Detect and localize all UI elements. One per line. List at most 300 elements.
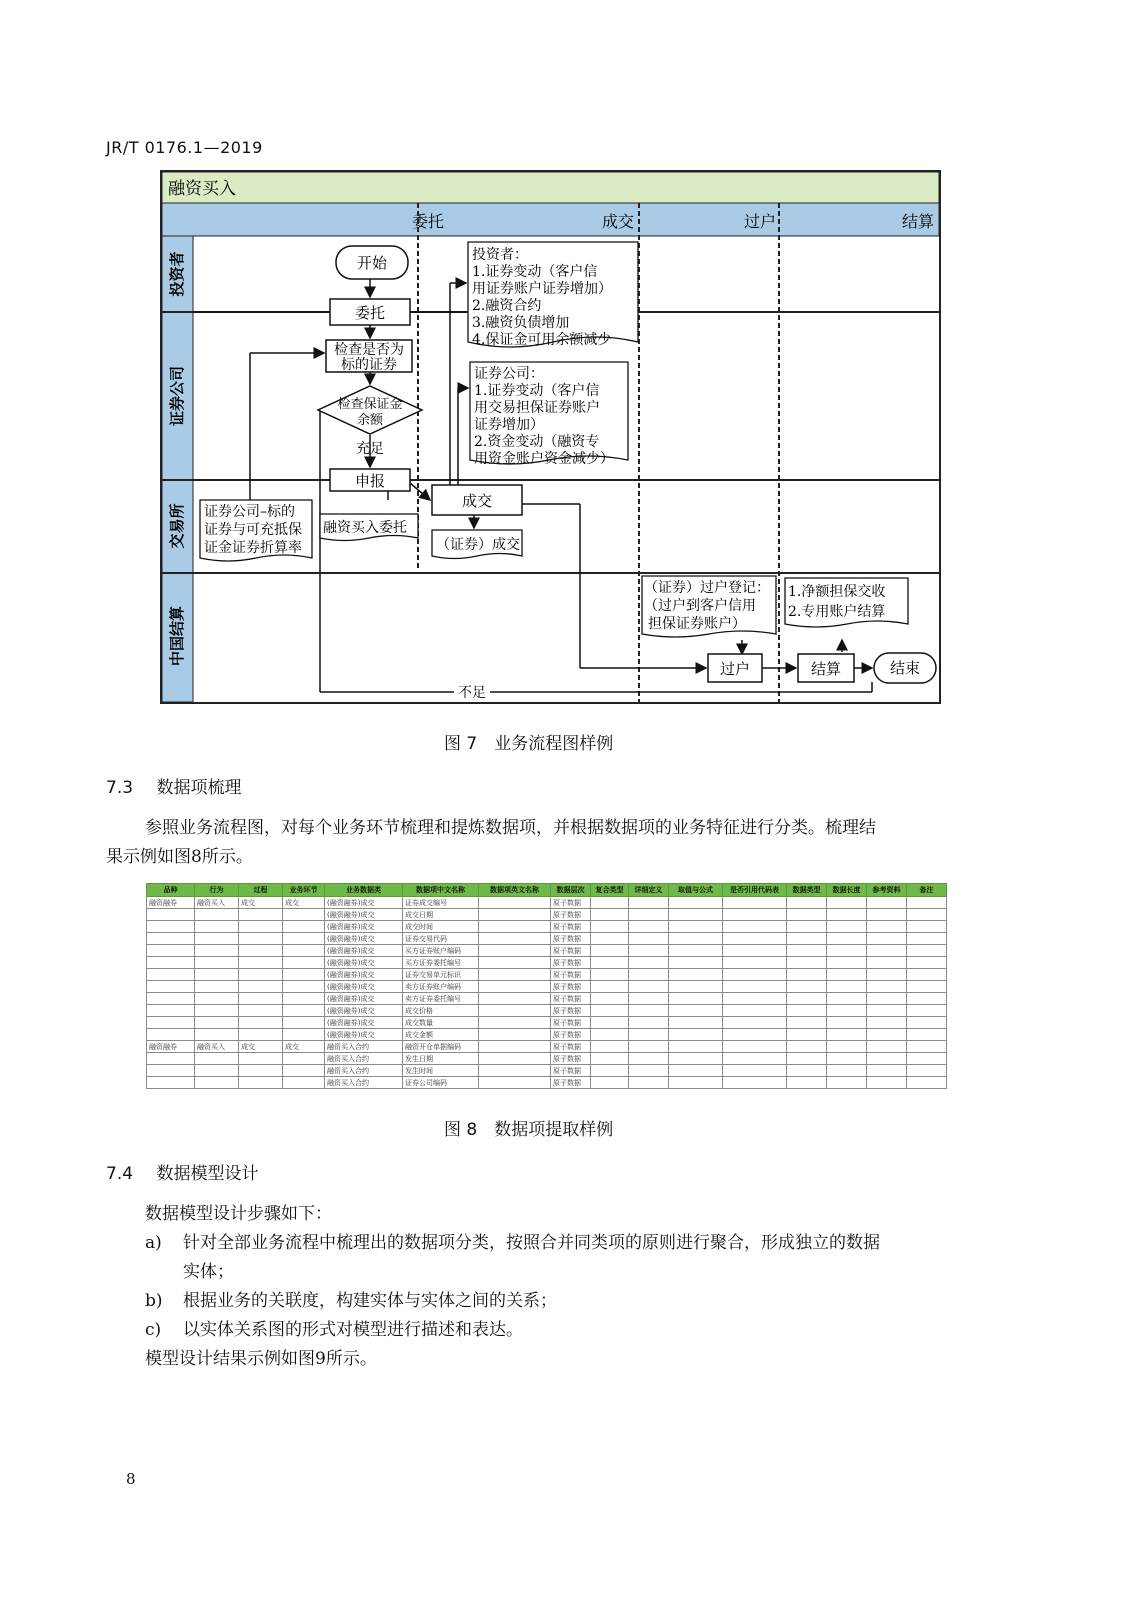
table-cell [479, 981, 551, 993]
table-cell [591, 1065, 629, 1077]
node-entrust: 委托 [354, 304, 386, 322]
table-cell: 成交 [239, 1041, 283, 1053]
table-cell [827, 909, 867, 921]
table-cell [787, 993, 827, 1005]
table-cell [867, 969, 907, 981]
table-cell [669, 1005, 723, 1017]
table-header-cell: 参考资料 [867, 884, 907, 897]
table-cell: 买方证券账户编码 [403, 945, 479, 957]
title-bar [162, 172, 939, 203]
table-cell [723, 1065, 787, 1077]
table-cell [669, 993, 723, 1005]
flow-title: 融资买入 [168, 179, 236, 199]
section-title: 数据模型设计 [156, 1164, 259, 1184]
table-cell [723, 933, 787, 945]
table-cell [867, 1017, 907, 1029]
table-cell [827, 1065, 867, 1077]
node-check-target-line1: 检查是否为 [334, 342, 404, 358]
label-insufficient: 不足 [458, 685, 486, 701]
table-cell: 原子数据 [551, 933, 591, 945]
table-cell [867, 957, 907, 969]
section-7-4-heading [106, 1159, 258, 1184]
table-cell [629, 921, 669, 933]
doc-investor-line: 投资者： [472, 247, 528, 263]
table-cell: 融资融券 [147, 897, 195, 909]
table-cell [907, 1041, 947, 1053]
table-cell: 成交金额 [403, 1029, 479, 1041]
table-cell [907, 945, 947, 957]
table-cell [147, 969, 195, 981]
table-cell: (融资融券)成交 [325, 945, 403, 957]
table-cell [723, 981, 787, 993]
table-cell [283, 969, 325, 981]
table-cell [723, 969, 787, 981]
table-cell [787, 945, 827, 957]
table-cell [669, 1029, 723, 1041]
table-cell [669, 957, 723, 969]
doc-broker-line: 用交易担保证券账户 [474, 400, 600, 416]
table-header-cell: 数据层次 [551, 884, 591, 897]
phase-settle: 结算 [902, 212, 935, 231]
table-cell [195, 1077, 239, 1089]
table-cell [723, 921, 787, 933]
table-cell [195, 1005, 239, 1017]
table-cell [787, 1017, 827, 1029]
table-cell [195, 993, 239, 1005]
table-cell [787, 921, 827, 933]
step-text: 以实体关系图的形式对模型进行描述和表达。 [183, 1320, 523, 1340]
table-cell: 买方证券委托编号 [403, 957, 479, 969]
table-cell [907, 897, 947, 909]
doc-transfer-reg-line: （过户到客户信用 [644, 598, 756, 614]
node-start: 开始 [356, 254, 388, 272]
table-cell: (融资融券)成交 [325, 1017, 403, 1029]
table-cell: 原子数据 [551, 897, 591, 909]
section-number: 7.3 [106, 778, 134, 798]
table-cell [283, 945, 325, 957]
table-cell [239, 1053, 283, 1065]
para-7-4-intro: 数据模型设计步骤如下： [145, 1204, 332, 1224]
table-cell: 原子数据 [551, 1077, 591, 1089]
table-header-cell: 数据长度 [827, 884, 867, 897]
table-cell [195, 1017, 239, 1029]
doc-ratio-line: 证券公司–标的 [204, 504, 295, 520]
doc-transfer-reg-line: 担保证券账户） [648, 616, 746, 632]
step-text: 根据业务的关联度，构建实体与实体之间的关系； [183, 1291, 557, 1311]
table-cell: 原子数据 [551, 1065, 591, 1077]
table-cell [239, 933, 283, 945]
node-end: 结束 [889, 659, 921, 677]
table-cell [479, 969, 551, 981]
table-cell [479, 957, 551, 969]
table-cell: (融资融券)成交 [325, 993, 403, 1005]
table-cell [867, 981, 907, 993]
table-cell [907, 957, 947, 969]
table-cell [239, 921, 283, 933]
table-row [147, 933, 947, 945]
table-cell [669, 981, 723, 993]
doc-investor-line: 2.融资合约 [472, 298, 542, 314]
table-cell [907, 1077, 947, 1089]
table-cell [195, 957, 239, 969]
table-cell: 卖方证券委托编号 [403, 993, 479, 1005]
table-cell [867, 1077, 907, 1089]
table-cell [723, 993, 787, 1005]
table-cell [867, 1005, 907, 1017]
table-cell [239, 1077, 283, 1089]
table-cell [827, 1041, 867, 1053]
table-row [147, 981, 947, 993]
table-cell [669, 1077, 723, 1089]
para-7-3-line1: 参照业务流程图，对每个业务环节梳理和提炼数据项，并根据数据项的业务特征进行分类。梳理结 [145, 818, 876, 838]
table-cell [669, 909, 723, 921]
table-cell [283, 957, 325, 969]
table-cell [147, 933, 195, 945]
table-cell [591, 945, 629, 957]
table-cell: 发生日期 [403, 1053, 479, 1065]
doc-ratio-line: 证金证券折算率 [204, 540, 302, 556]
doc-investor-line: 用证券账户证券增加） [472, 281, 612, 297]
table-cell [629, 1017, 669, 1029]
table-cell [827, 1005, 867, 1017]
table-cell: 原子数据 [551, 981, 591, 993]
label-sufficient: 充足 [356, 441, 384, 457]
table-header-cell: 详细定义 [629, 884, 669, 897]
table-cell [669, 1017, 723, 1029]
table-cell [907, 969, 947, 981]
table-cell [147, 1053, 195, 1065]
table-cell [867, 1041, 907, 1053]
table-header-cell: 数据项英文名称 [479, 884, 551, 897]
table-cell: (融资融券)成交 [325, 933, 403, 945]
doc-investor-line: 4.保证金可用余额减少 [472, 332, 612, 348]
data-item-table [146, 883, 947, 1089]
table-cell [629, 969, 669, 981]
table-cell: 融资开仓单据编码 [403, 1041, 479, 1053]
table-cell [669, 1041, 723, 1053]
doc-ratio-line: 证券与可充抵保 [204, 522, 302, 538]
table-cell [591, 969, 629, 981]
table-cell [907, 981, 947, 993]
table-cell [591, 1077, 629, 1089]
table-cell [283, 993, 325, 1005]
table-cell [147, 1017, 195, 1029]
node-check-target-line2: 标的证券 [341, 357, 397, 373]
table-cell [591, 993, 629, 1005]
table-cell: 原子数据 [551, 945, 591, 957]
doc-settle-line: 1.净额担保交收 [788, 584, 886, 600]
table-cell [239, 969, 283, 981]
step-label: b) [145, 1291, 163, 1311]
table-cell [867, 921, 907, 933]
table-cell [907, 909, 947, 921]
table-cell [827, 1077, 867, 1089]
table-header-cell: 备注 [907, 884, 947, 897]
table-cell [867, 945, 907, 957]
table-row [147, 1065, 947, 1077]
doc-transfer-reg-line: （证券）过户登记： [644, 580, 770, 596]
table-cell [787, 1065, 827, 1077]
step-text: 针对全部业务流程中梳理出的数据项分类，按照合并同类项的原则进行聚合，形成独立的数据 [183, 1233, 880, 1253]
table-cell: 发生时间 [403, 1065, 479, 1077]
table-header-cell: 行为 [195, 884, 239, 897]
table-cell [479, 1041, 551, 1053]
table-cell: 原子数据 [551, 1041, 591, 1053]
table-cell [195, 945, 239, 957]
table-cell [591, 981, 629, 993]
table-cell: 原子数据 [551, 1053, 591, 1065]
table-cell [669, 933, 723, 945]
table-cell: 证券交易单元标识 [403, 969, 479, 981]
table-cell [629, 993, 669, 1005]
table-cell [591, 909, 629, 921]
table-cell [827, 1029, 867, 1041]
table-header-cell: 取值与公式 [669, 884, 723, 897]
step-c [145, 1316, 523, 1345]
table-cell [591, 933, 629, 945]
table-cell [239, 993, 283, 1005]
table-cell [723, 1005, 787, 1017]
table-cell [787, 897, 827, 909]
table-cell [723, 1017, 787, 1029]
doc-settle-line: 2.专用账户结算 [788, 604, 886, 620]
table-row [147, 1077, 947, 1089]
table-cell [239, 1065, 283, 1077]
table-cell: 成交 [283, 1041, 325, 1053]
table-cell [629, 945, 669, 957]
phase-deal: 成交 [602, 212, 635, 231]
table-cell [239, 981, 283, 993]
table-header-cell: 数据类型 [787, 884, 827, 897]
table-header-cell: 业务数据类 [325, 884, 403, 897]
table-cell [283, 1077, 325, 1089]
table-cell [479, 1029, 551, 1041]
table-cell: 成交价格 [403, 1005, 479, 1017]
table-cell [787, 1041, 827, 1053]
table-cell: (融资融券)成交 [325, 981, 403, 993]
table-cell [787, 957, 827, 969]
table-cell [147, 1077, 195, 1089]
step-b [145, 1287, 557, 1316]
table-cell [723, 897, 787, 909]
table-row [147, 1029, 947, 1041]
table-cell: 融资买入合约 [325, 1077, 403, 1089]
table-cell [283, 1017, 325, 1029]
doc-broker-line: 2.资金变动（融资专 [474, 434, 600, 450]
table-cell: (融资融券)成交 [325, 897, 403, 909]
table-cell [629, 1005, 669, 1017]
table-cell [479, 897, 551, 909]
table-cell [907, 933, 947, 945]
table-cell [907, 1065, 947, 1077]
doc-broker-line: 证券增加） [474, 417, 544, 433]
lane-csdc: 中国结算 [168, 605, 186, 667]
table-cell [239, 1017, 283, 1029]
node-check-margin-line2: 余额 [356, 413, 384, 428]
table-cell: 证券公司编码 [403, 1077, 479, 1089]
table-cell [283, 1029, 325, 1041]
table-cell: (融资融券)成交 [325, 957, 403, 969]
table-cell: 原子数据 [551, 957, 591, 969]
table-cell [479, 921, 551, 933]
table-cell: 成交 [239, 897, 283, 909]
table-cell [591, 1041, 629, 1053]
table-cell [147, 1065, 195, 1077]
table-row [147, 1017, 947, 1029]
table-cell [239, 1029, 283, 1041]
table-cell [629, 1041, 669, 1053]
table-cell [907, 1017, 947, 1029]
table-cell [867, 897, 907, 909]
table-cell [147, 1005, 195, 1017]
table-cell [867, 1029, 907, 1041]
node-settle: 结算 [810, 660, 842, 678]
table-cell [479, 1005, 551, 1017]
table-row [147, 921, 947, 933]
table-cell [907, 993, 947, 1005]
para-7-3-line2: 果示例如图8所示。 [106, 847, 253, 867]
table-cell [723, 945, 787, 957]
table-cell [629, 1053, 669, 1065]
table-cell [787, 1053, 827, 1065]
table-cell [669, 945, 723, 957]
table-header-cell: 是否引用代码表 [723, 884, 787, 897]
lane-broker: 证券公司 [168, 365, 186, 427]
doc-margin-order: 融资买入委托 [323, 520, 407, 536]
table-cell: 融资买入 [195, 1041, 239, 1053]
table-cell [283, 933, 325, 945]
table-cell: (融资融券)成交 [325, 969, 403, 981]
table-row [147, 945, 947, 957]
table-header-cell: 复合类型 [591, 884, 629, 897]
table-cell [479, 909, 551, 921]
table-cell [195, 981, 239, 993]
table-row [147, 993, 947, 1005]
section-number: 7.4 [106, 1164, 134, 1184]
table-cell [591, 921, 629, 933]
table-cell [239, 1005, 283, 1017]
para-7-4-result: 模型设计结果示例如图9所示。 [145, 1349, 377, 1369]
node-check-margin-line1: 检查保证金 [337, 397, 403, 412]
node-deal: 成交 [461, 492, 493, 510]
table-cell [723, 1041, 787, 1053]
table-cell: 证券交易代码 [403, 933, 479, 945]
table-cell [723, 1053, 787, 1065]
table-cell [669, 897, 723, 909]
table-cell [147, 945, 195, 957]
table-cell [195, 1053, 239, 1065]
table-cell [827, 1017, 867, 1029]
table-cell [239, 909, 283, 921]
table-cell [787, 933, 827, 945]
table-cell [195, 909, 239, 921]
table-row [147, 1053, 947, 1065]
table-header-cell: 数据项中文名称 [403, 884, 479, 897]
table-cell: 原子数据 [551, 921, 591, 933]
node-declare: 申报 [354, 472, 386, 490]
business-flowchart [160, 170, 942, 706]
table-row [147, 957, 947, 969]
doc-investor-line: 1.证券变动（客户信 [472, 264, 598, 280]
table-cell [669, 1053, 723, 1065]
table-cell [629, 957, 669, 969]
phase-transfer: 过户 [744, 212, 777, 231]
table-cell [591, 957, 629, 969]
table-cell [669, 969, 723, 981]
table-cell [195, 1029, 239, 1041]
table-cell [479, 993, 551, 1005]
table-cell [147, 1029, 195, 1041]
table-cell [629, 981, 669, 993]
table-cell: 原子数据 [551, 969, 591, 981]
doc-investor-line: 3.融资负债增加 [472, 315, 570, 331]
doc-broker-line: 1.证券变动（客户信 [474, 383, 600, 399]
table-cell [827, 957, 867, 969]
table-cell: (融资融券)成交 [325, 921, 403, 933]
table-cell [723, 1077, 787, 1089]
table-cell [147, 921, 195, 933]
table-cell [827, 981, 867, 993]
table-cell [629, 909, 669, 921]
table-cell [787, 969, 827, 981]
node-transfer: 过户 [719, 660, 751, 678]
table-cell [147, 981, 195, 993]
table-cell [787, 909, 827, 921]
section-7-3-heading [106, 773, 241, 798]
figure-8-caption: 图 8 数据项提取样例 [444, 1120, 614, 1140]
table-header-cell: 品种 [147, 884, 195, 897]
table-cell [867, 1053, 907, 1065]
table-cell [827, 969, 867, 981]
table-cell: 原子数据 [551, 1017, 591, 1029]
table-row [147, 909, 947, 921]
table-cell [867, 909, 907, 921]
table-cell [283, 1053, 325, 1065]
table-cell [283, 909, 325, 921]
table-cell [723, 909, 787, 921]
table-cell: 成交数量 [403, 1017, 479, 1029]
table-cell [827, 921, 867, 933]
doc-broker-line: 证券公司： [474, 366, 544, 382]
table-cell [591, 1029, 629, 1041]
figure-7-caption: 图 7 业务流程图样例 [444, 734, 614, 754]
table-cell [867, 933, 907, 945]
page-number: 8 [126, 1470, 136, 1488]
table-cell [629, 1065, 669, 1077]
table-cell [591, 897, 629, 909]
doc-broker-line: 用资金账户资金减少） [474, 451, 614, 467]
table-cell [195, 969, 239, 981]
table-cell [827, 945, 867, 957]
table-cell [669, 921, 723, 933]
table-cell [787, 981, 827, 993]
table-row [147, 897, 947, 909]
table-cell [591, 1017, 629, 1029]
table-cell [629, 933, 669, 945]
table-cell [479, 933, 551, 945]
table-cell [723, 957, 787, 969]
table-cell [479, 1065, 551, 1077]
table-cell [827, 993, 867, 1005]
table-cell: 原子数据 [551, 993, 591, 1005]
table-cell [283, 1065, 325, 1077]
table-cell [479, 1077, 551, 1089]
table-cell [629, 1077, 669, 1089]
table-row [147, 1005, 947, 1017]
table-cell [629, 1029, 669, 1041]
step-label: c) [145, 1320, 162, 1340]
lane-exchange: 交易所 [168, 503, 186, 549]
